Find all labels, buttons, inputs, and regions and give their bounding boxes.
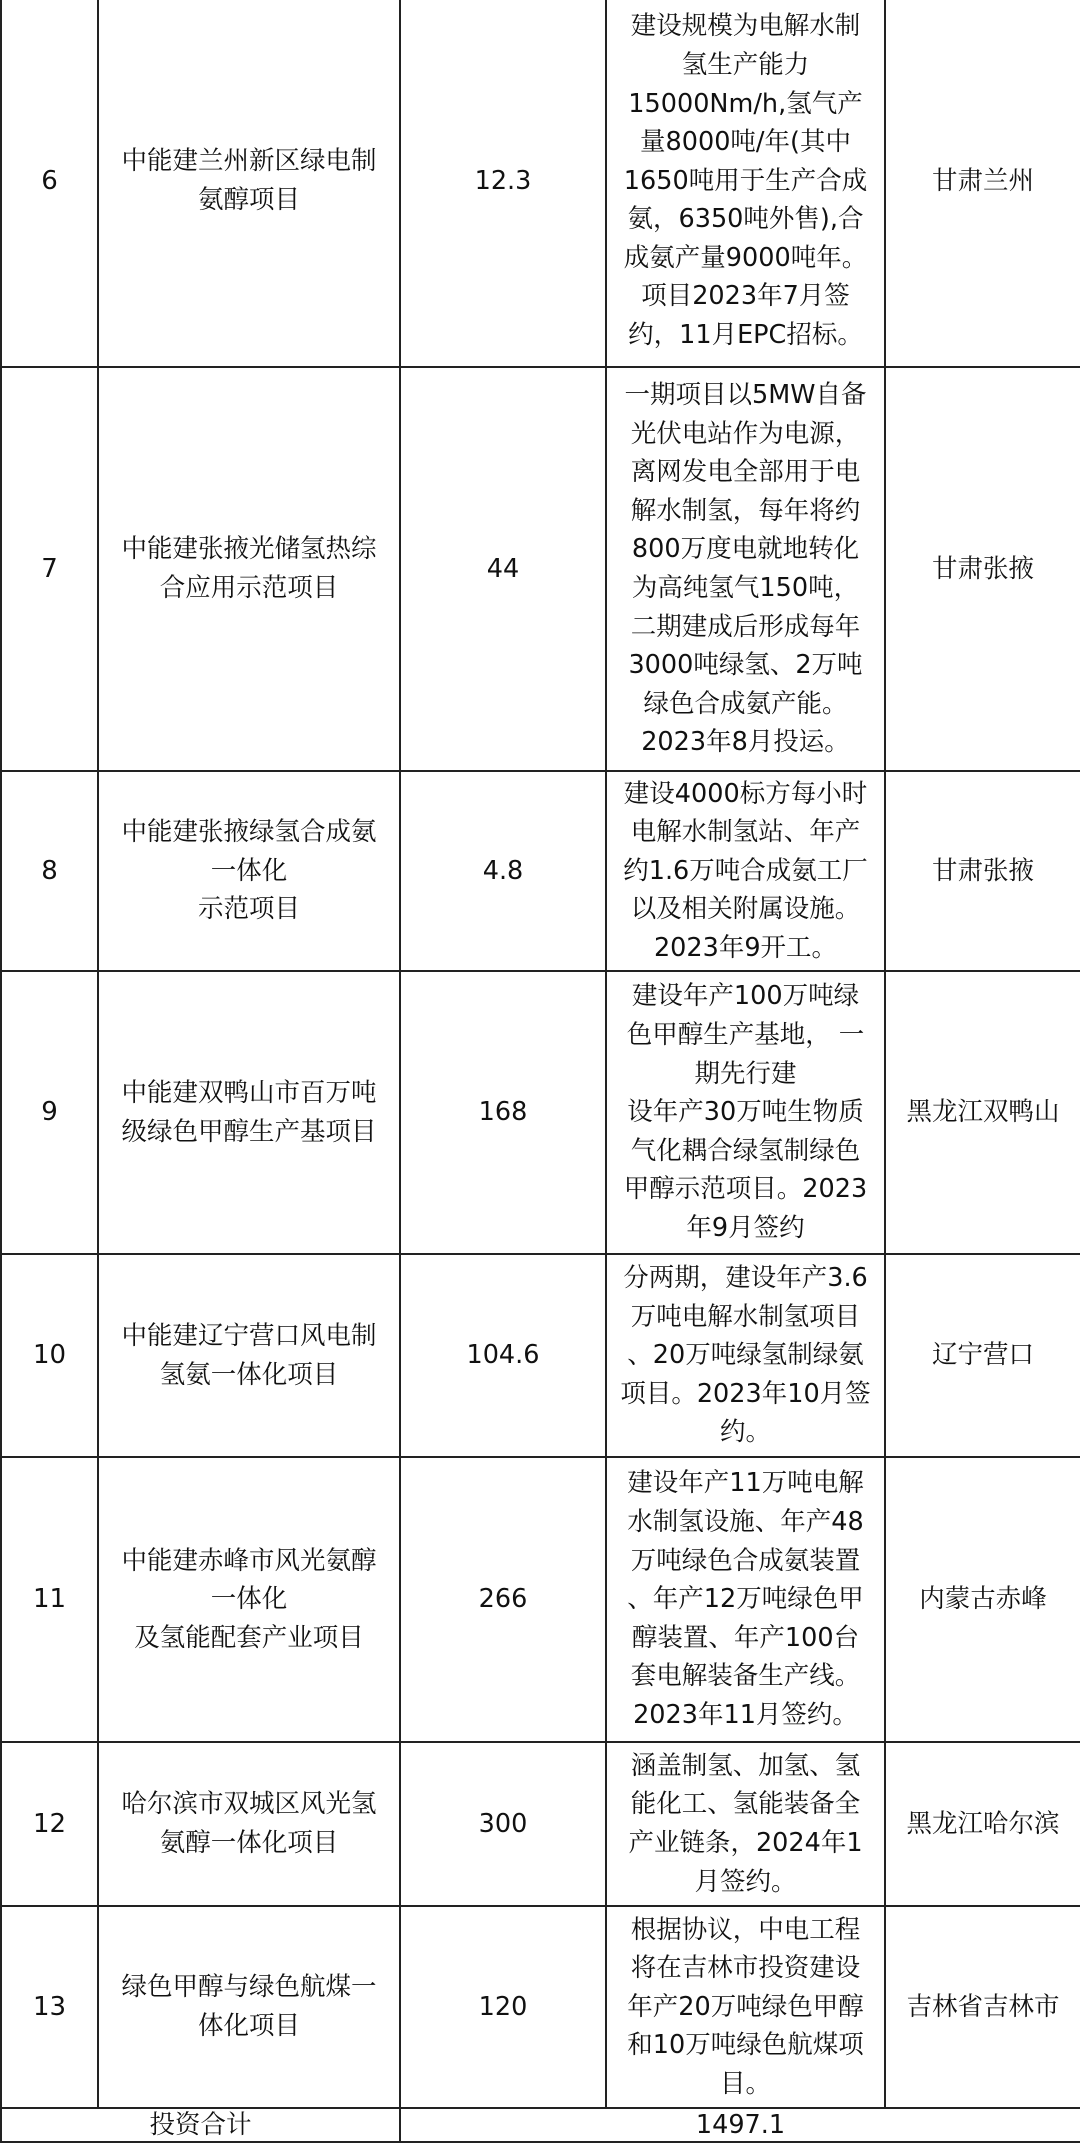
project-name: 中能建双鸭山市百万吨 级绿色甲醇生产基项目 — [98, 971, 400, 1254]
project-name: 中能建张掖绿氢合成氨 一体化 示范项目 — [98, 771, 400, 971]
project-content: 分两期，建设年产3.6 万吨电解水制氢项目 、20万吨绿氢制绿氨 项目。2023年10月签 约。 — [606, 1254, 885, 1457]
project-content: 建设4000标方每小时 电解水制氢站、年产 约1.6万吨合成氨工厂 以及相关附属设施。 2023年9开工。 — [606, 771, 885, 971]
project-location: 辽宁营口 — [885, 1254, 1080, 1457]
project-content: 建设年产100万吨绿 色甲醇生产基地， 一 期先行建 设年产30万吨生物质 气化耦合绿氢制绿色 甲醇示范项目。2023 年9月签约 — [606, 971, 885, 1254]
table-row — [1, 1906, 1080, 2108]
row-index: 9 — [1, 971, 98, 1254]
project-location: 内蒙古赤峰 — [885, 1457, 1080, 1742]
row-index: 6 — [1, 0, 98, 367]
project-location: 甘肃张掖 — [885, 367, 1080, 771]
project-name: 中能建张掖光储氢热综 合应用示范项目 — [98, 367, 400, 771]
row-index: 7 — [1, 367, 98, 771]
table-row — [1, 367, 1080, 771]
row-index: 12 — [1, 1742, 98, 1906]
project-location: 吉林省吉林市 — [885, 1906, 1080, 2108]
investment-value: 4.8 — [400, 771, 606, 971]
project-location: 黑龙江哈尔滨 — [885, 1742, 1080, 1906]
table-row — [1, 1742, 1080, 1906]
total-row — [1, 2108, 1080, 2142]
project-name: 绿色甲醇与绿色航煤一 体化项目 — [98, 1906, 400, 2108]
row-index: 10 — [1, 1254, 98, 1457]
project-content: 根据协议，中电工程 将在吉林市投资建设 年产20万吨绿色甲醇 和10万吨绿色航煤项 目。 — [606, 1906, 885, 2108]
project-location: 甘肃张掖 — [885, 771, 1080, 971]
project-content: 一期项目以5MW自备 光伏电站作为电源， 离网发电全部用于电 解水制氢，每年将约 800万度电就地转化 为高纯氢气150吨， 二期建成后形成每年 3000吨绿氢、2万吨 绿色合成氨产能。 2023年8月投运。 — [606, 367, 885, 771]
project-name: 中能建兰州新区绿电制 氨醇项目 — [98, 0, 400, 367]
table-row — [1, 771, 1080, 971]
investment-value: 12.3 — [400, 0, 606, 367]
project-content: 建设规模为电解水制 氢生产能力 15000Nm/h,氢气产 量8000吨/年(其中 1650吨用于生产合成 氨，6350吨外售),合 成氨产量9000吨年。 项目2023年7月签 约，11月EPC招标。 — [606, 0, 885, 367]
table-row — [1, 1254, 1080, 1457]
table-row — [1, 971, 1080, 1254]
investment-value: 168 — [400, 971, 606, 1254]
row-index: 13 — [1, 1906, 98, 2108]
project-name: 哈尔滨市双城区风光氢 氨醇一体化项目 — [98, 1742, 400, 1906]
project-content: 涵盖制氢、加氢、氢 能化工、氢能装备全 产业链条，2024年1 月签约。 — [606, 1742, 885, 1906]
row-index: 11 — [1, 1457, 98, 1742]
investment-value: 44 — [400, 367, 606, 771]
investment-value: 104.6 — [400, 1254, 606, 1457]
investment-value: 120 — [400, 1906, 606, 2108]
total-value: 1497.1 — [400, 2108, 1080, 2142]
total-label: 投资合计 — [1, 2108, 400, 2142]
row-index: 8 — [1, 771, 98, 971]
table-row — [1, 1457, 1080, 1742]
project-name: 中能建辽宁营口风电制 氢氨一体化项目 — [98, 1254, 400, 1457]
table-row — [1, 0, 1080, 367]
project-location: 黑龙江双鸭山 — [885, 971, 1080, 1254]
project-location: 甘肃兰州 — [885, 0, 1080, 367]
project-content: 建设年产11万吨电解 水制氢设施、年产48 万吨绿色合成氨装置 、年产12万吨绿色甲 醇装置、年产100台 套电解装备生产线。 2023年11月签约。 — [606, 1457, 885, 1742]
investment-value: 266 — [400, 1457, 606, 1742]
investment-value: 300 — [400, 1742, 606, 1906]
project-name: 中能建赤峰市风光氨醇 一体化 及氢能配套产业项目 — [98, 1457, 400, 1742]
